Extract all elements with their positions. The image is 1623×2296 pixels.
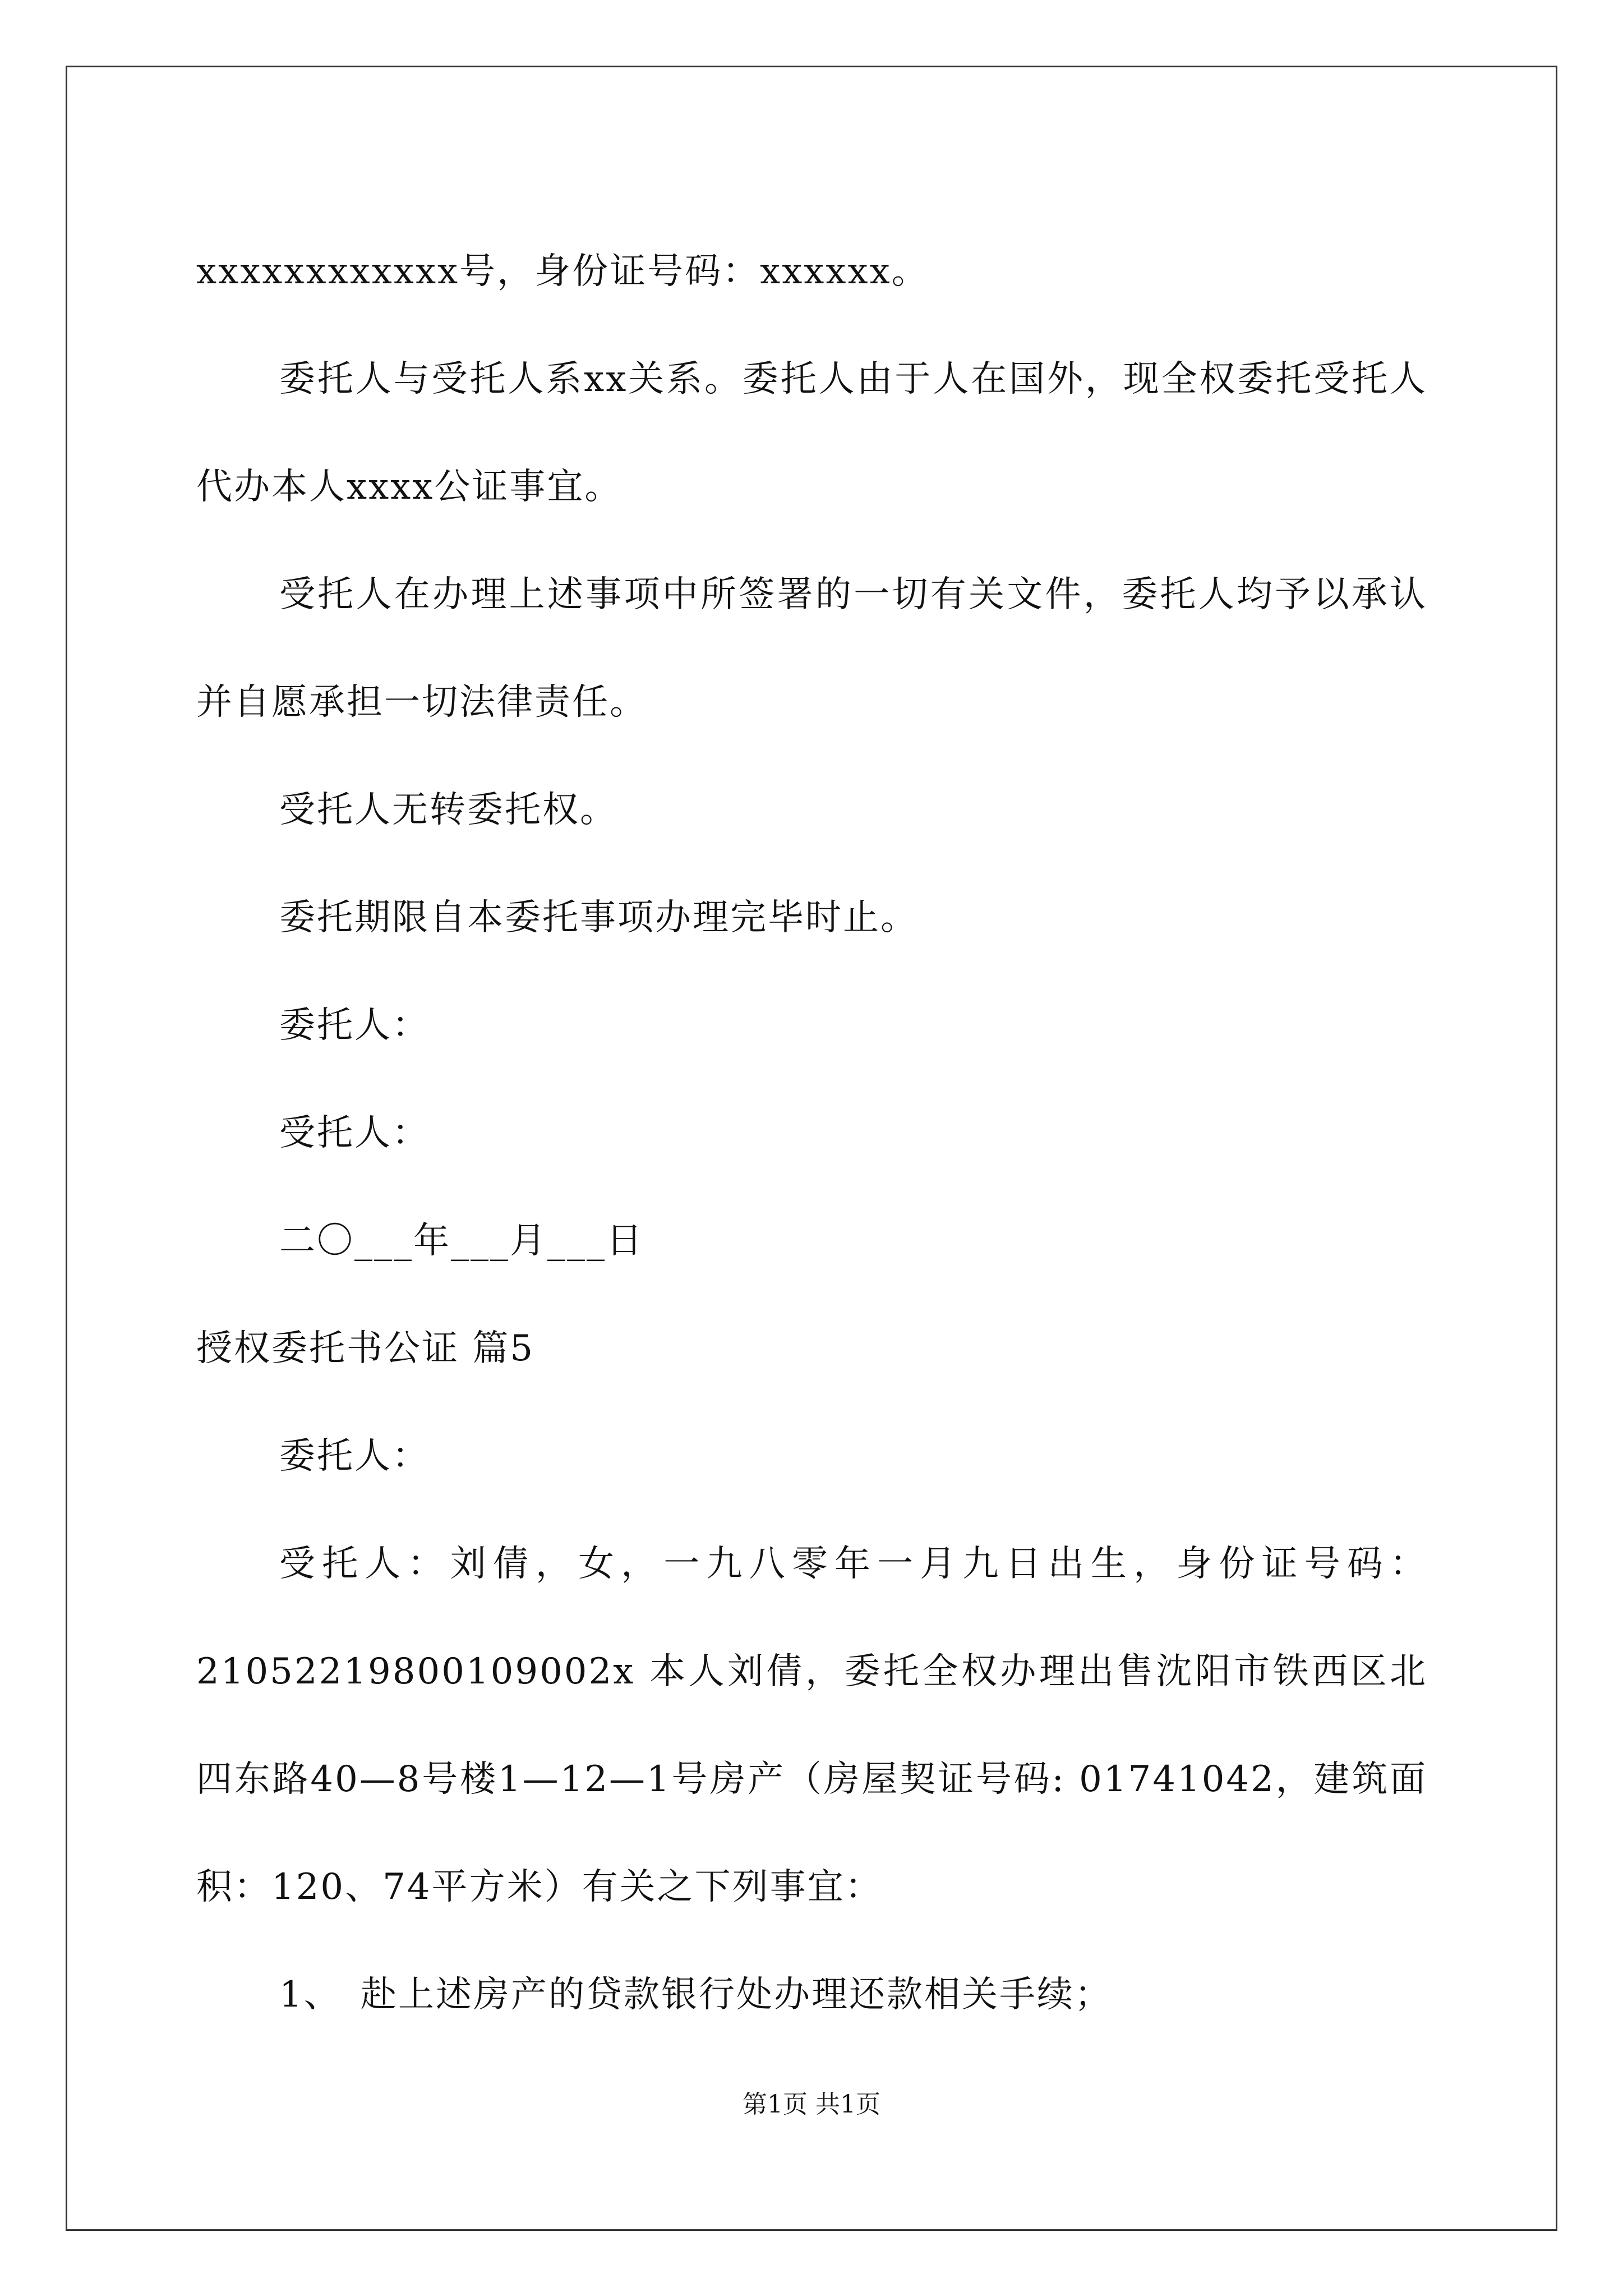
- list-item-text: 赴上述房产的贷款银行处办理还款相关手续；: [361, 1974, 1112, 2016]
- paragraph-agent-signature: 受托人：: [279, 1112, 430, 1154]
- list-item-number: 1、: [279, 1974, 342, 2016]
- paragraph-relationship: 委托人与受托人系xx关系。委托人由于人在国外，现全权委托受托人代办本人xxxx公证事宜。: [196, 358, 1427, 508]
- section-title: 授权委托书公证 篇5: [196, 1328, 535, 1369]
- section-agent-details: 受托人：刘倩，女，一九八零年一月九日出生，身份证号码：2105221980010900​2x 本人刘倩，委托全权办理出售沈阳市铁西区北四东路40—8号楼1—12—1号房产（房屋契证号码: 01741042，建筑面积：120、74平方米）有关之下列事宜：: [196, 1543, 1427, 1908]
- paragraph-no-subdelegation: 受托人无转委托权。: [279, 789, 617, 831]
- paragraph-term: 委托期限自本委托事项办理完毕时止。: [279, 897, 918, 938]
- paragraph-date: 二〇___年___月___日: [279, 1220, 644, 1262]
- list-item: [196, 1941, 1427, 2049]
- paragraph-responsibility: 受托人在办理上述事项中所签署的一切有关文件，委托人均予以承认并自愿承担一切法律责任。: [196, 574, 1427, 723]
- page-footer: 第1页 共1页: [743, 2090, 880, 2119]
- paragraph-principal-signature: 委托人：: [279, 1005, 430, 1046]
- paragraph-id-number: xxxxxxxxxxxx号，身份证号码：xxxxxx。: [196, 251, 929, 292]
- document-body: [196, 218, 1427, 2049]
- section-principal: 委托人：: [279, 1435, 430, 1477]
